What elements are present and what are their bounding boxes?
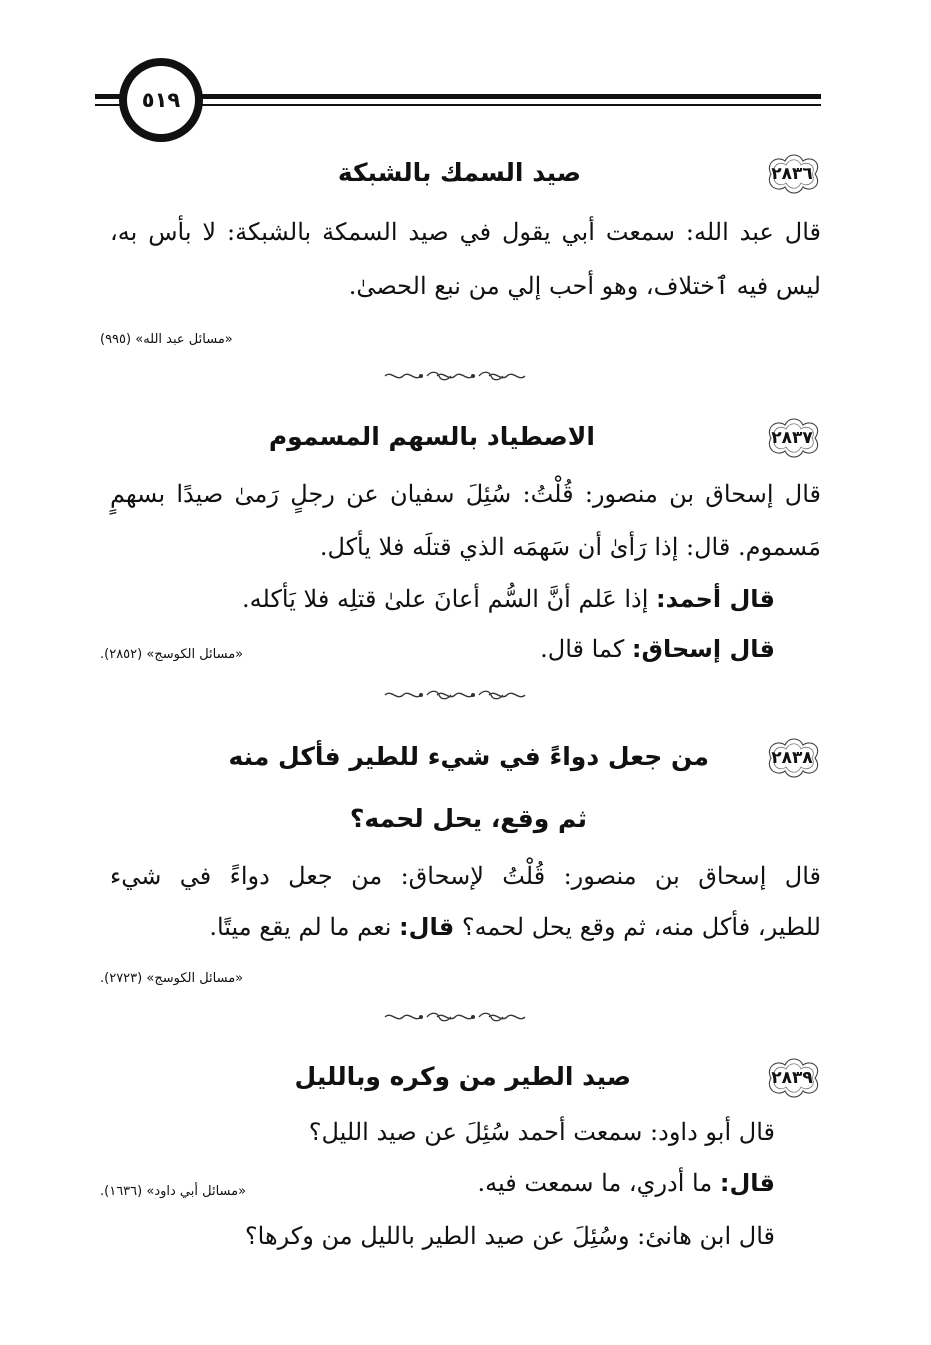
statement-text: كما قال. (540, 635, 625, 663)
ishaq-statement (540, 635, 775, 663)
text-line: للطير، فأكل منه، ثم وقع يحل لحمه؟ (461, 913, 821, 941)
text-line: قال أبو داود: سمعت أحمد سُئِلَ عن صيد الليل؟ (308, 1118, 775, 1146)
divider-ornament-icon (381, 688, 529, 702)
text-line: قال عبد الله: سمعت أبي يقول في صيد السمكة بالشبكة: لا بأس به، (110, 218, 821, 246)
source-citation: «مسائل عبد الله» (٩٩٥) (100, 332, 233, 347)
divider-ornament-icon (381, 1010, 529, 1024)
entry-number-badge (763, 737, 821, 779)
statement-text: نعم ما لم يقع ميتًا. (209, 913, 392, 941)
source-citation: «مسائل الكوسج» (٢٧٢٣). (100, 971, 244, 986)
entry-number: ٢٨٣٩ (771, 1068, 813, 1088)
speaker-label: قال إسحاق: (631, 635, 775, 663)
speaker-label: قال: (719, 1169, 775, 1197)
ahmad-statement (242, 585, 775, 613)
text-line: مَسموم. قال: إذا رَأىٰ أن سَهمَه الذي قتلَه فلا يأكل. (319, 533, 821, 561)
text-line: ليس فيه ٱختلاف، وهو أحب إلي من نبع الحصىٰ. (348, 272, 821, 300)
entry-title: صيد السمك بالشبكة (337, 158, 581, 187)
statement-text: ما أدري، ما سمعت فيه. (477, 1169, 713, 1197)
entry-number-badge (763, 1057, 821, 1099)
entry-number-badge (763, 417, 821, 459)
entry-title: من جعل دواءً في شيء للطير فأكل منه (228, 742, 709, 771)
speaker-label: قال أحمد: (656, 585, 775, 613)
entry-number: ٢٨٣٦ (771, 164, 813, 184)
statement-text: إذا عَلم أنَّ السُّم أعانَ علىٰ قتلِه فلا يَأكله. (242, 585, 649, 613)
header-rule-thick (95, 94, 821, 99)
entry-title: الاصطياد بالسهم المسموم (268, 422, 595, 451)
entry-title-continued: ثم وقع، يحل لحمه؟ (349, 804, 587, 833)
page-number: ٥١٩ (127, 66, 195, 134)
text-line: قال إسحاق بن منصور: قُلْتُ لإسحاق: من جعل دواءً في شيء (110, 862, 821, 890)
divider-ornament-icon (381, 369, 529, 383)
text-line: قال ابن هانئ: وسُئِلَ عن صيد الطير بالليل من وكرها؟ (244, 1222, 775, 1250)
speaker-label: قال: (399, 913, 455, 941)
qala-statement (478, 1169, 775, 1197)
source-citation: «مسائل أبي داود» (١٦٣٦). (100, 1184, 247, 1199)
text-line: قال إسحاق بن منصور: قُلْتُ: سُئِلَ سفيان عن رجلٍ رَمىٰ صيدًا بسهمٍ (110, 480, 821, 508)
text-line-with-answer (209, 913, 821, 941)
entry-number: ٢٨٣٨ (771, 748, 813, 768)
source-citation: «مسائل الكوسج» (٢٨٥٢). (100, 647, 244, 662)
entry-number-badge (763, 153, 821, 195)
header-rule-thin (95, 104, 821, 106)
entry-number: ٢٨٣٧ (771, 428, 813, 448)
entry-title: صيد الطير من وكره وبالليل (294, 1062, 631, 1091)
